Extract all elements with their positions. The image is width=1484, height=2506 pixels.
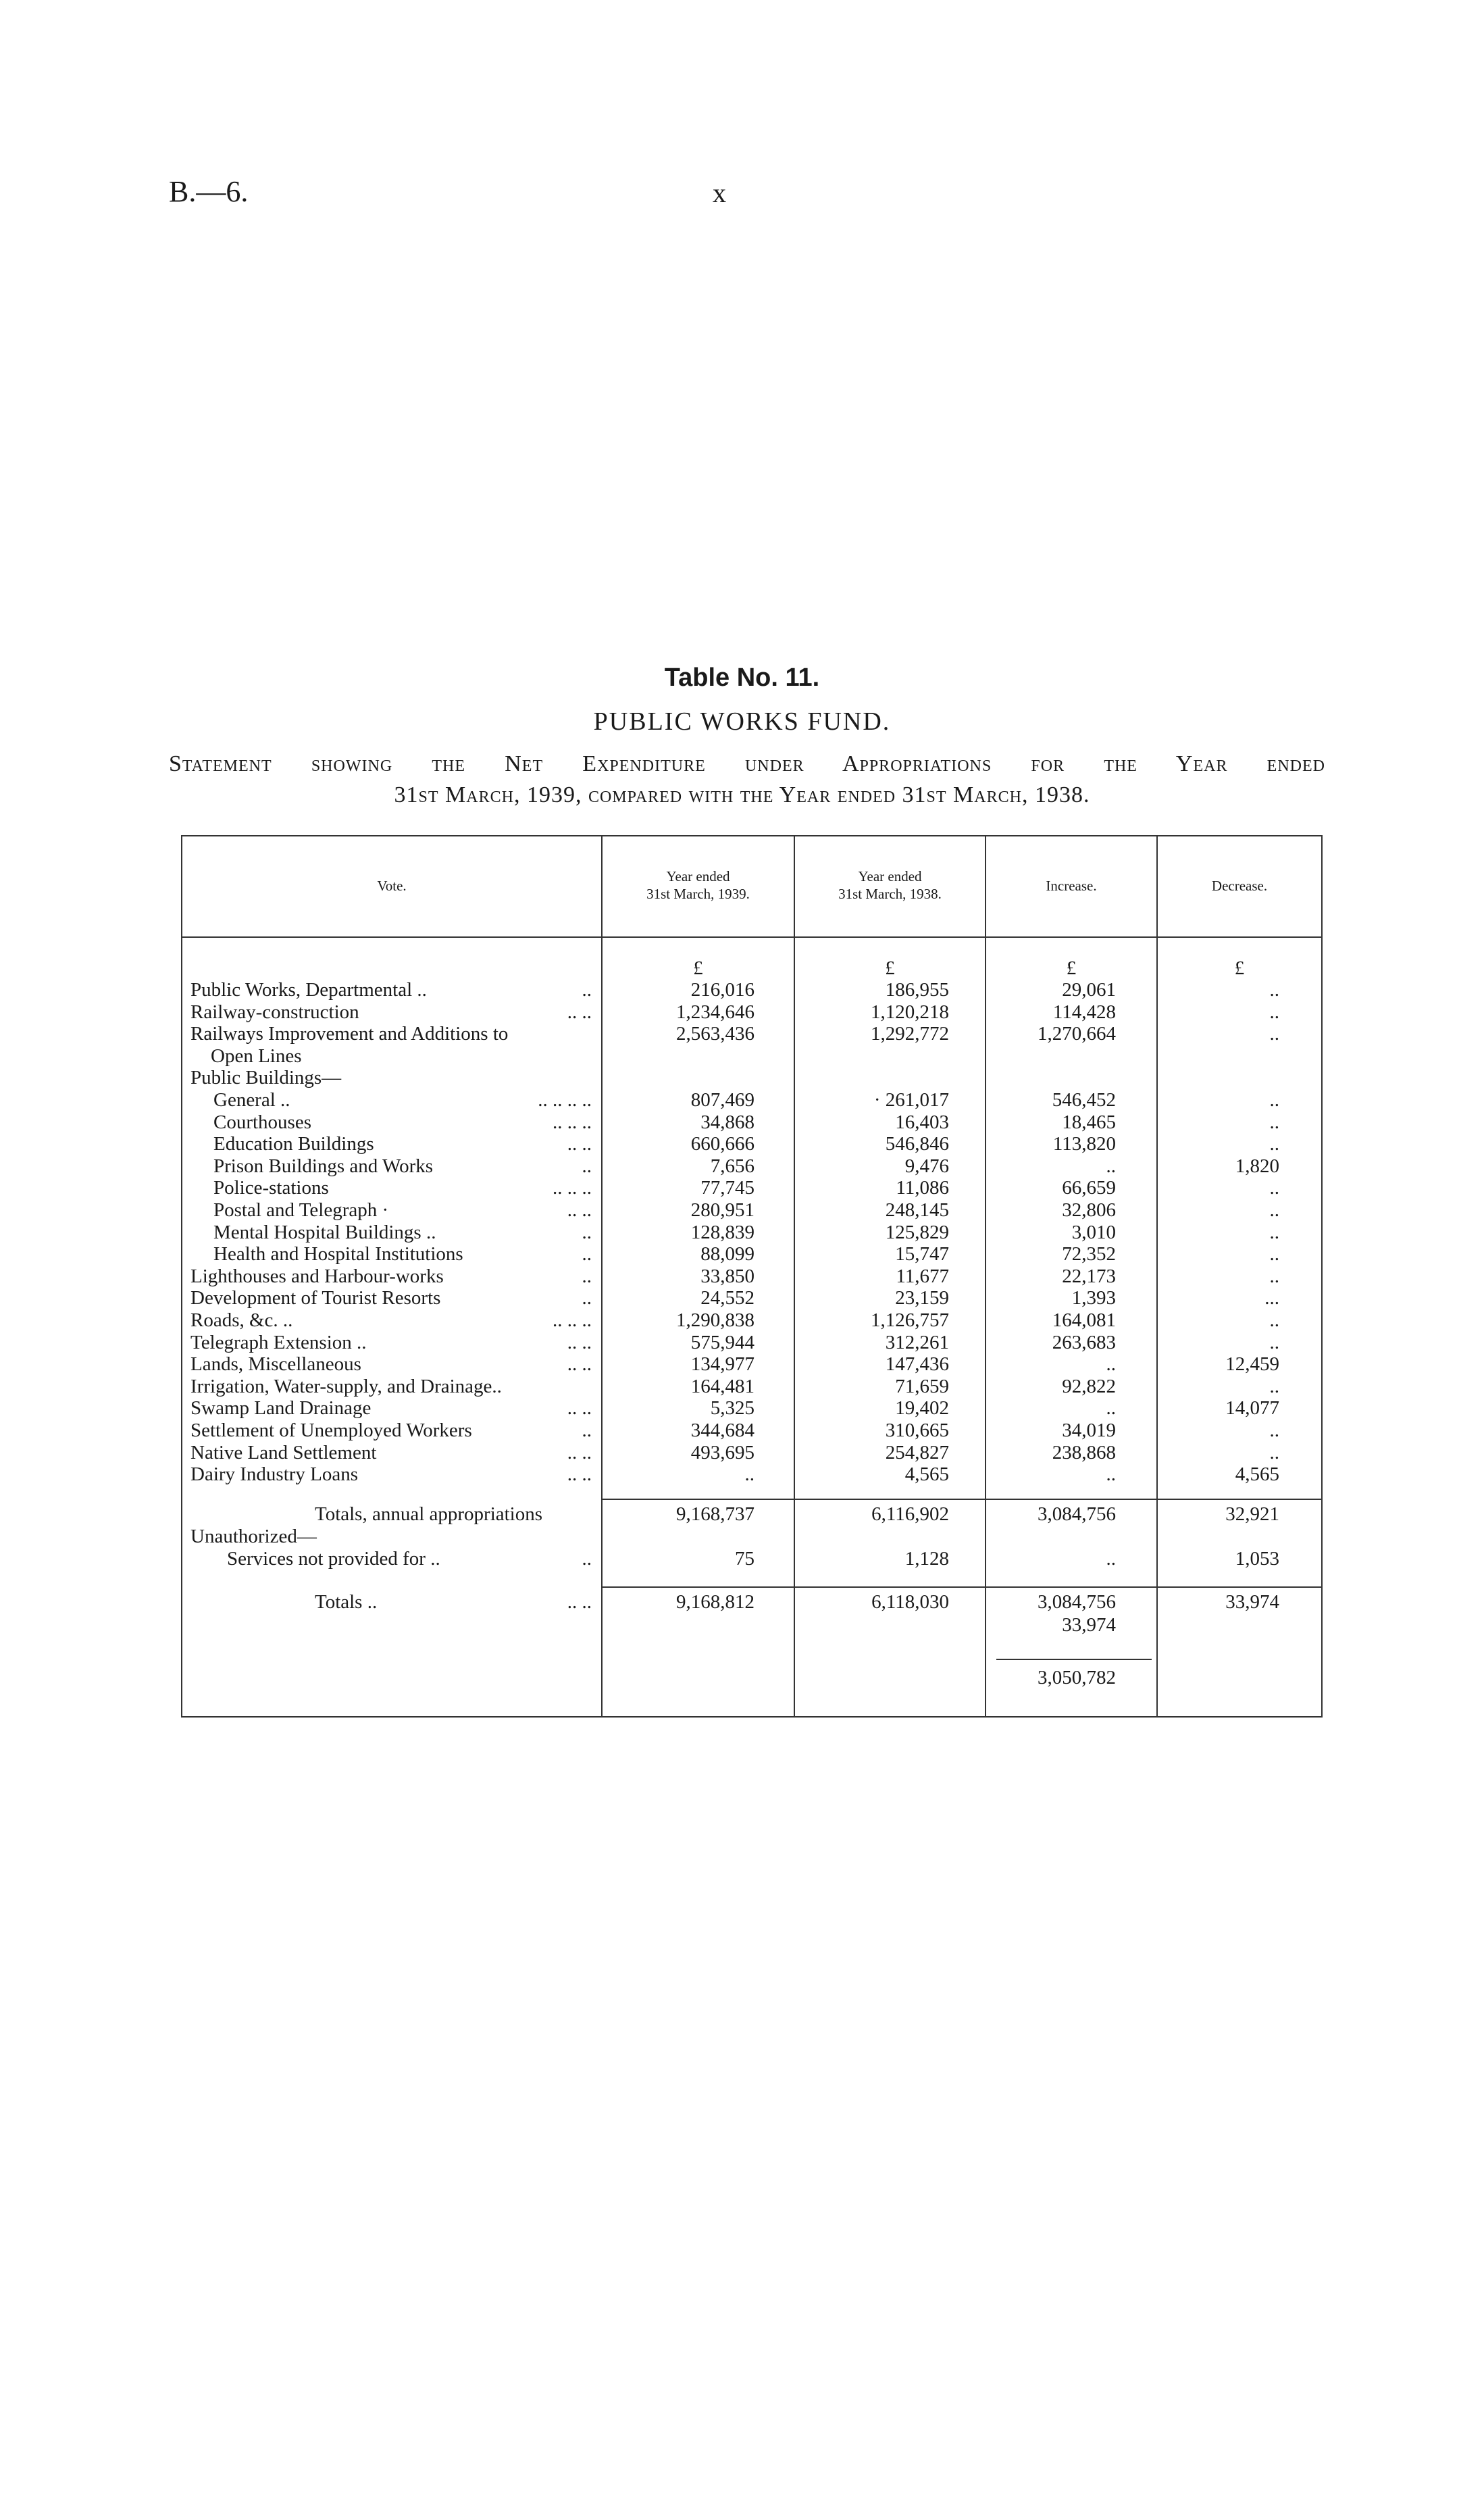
row-label: Irrigation, Water-supply, and Drainage.. bbox=[190, 1376, 502, 1397]
row-label: Railway-construction bbox=[190, 1001, 359, 1023]
currency-decrease: £ bbox=[1234, 957, 1245, 979]
row-value-increase: 114,428 bbox=[1052, 1001, 1116, 1023]
statement-line-1: Statement showing the Net Expenditure under Appropriations for the Year ended bbox=[169, 751, 1325, 776]
row-value-1938: 11,086 bbox=[896, 1177, 949, 1199]
row-value-1939: 1,234,646 bbox=[676, 1001, 754, 1023]
row-label: Education Buildings bbox=[213, 1133, 374, 1155]
row-leader: .. .. bbox=[567, 1397, 592, 1419]
row-value-decrease: ... bbox=[1264, 1287, 1279, 1309]
row-leader: .. bbox=[582, 1287, 592, 1309]
row-label: Native Land Settlement bbox=[190, 1442, 377, 1463]
row-value-1938: 11,677 bbox=[896, 1265, 949, 1287]
fund-title: PUBLIC WORKS FUND. bbox=[593, 707, 891, 736]
row-value-1938: 1,126,757 bbox=[871, 1309, 949, 1331]
row-value-1938: 23,159 bbox=[895, 1287, 949, 1309]
row-value-1939: 216,016 bbox=[690, 979, 754, 1001]
header-1939 bbox=[603, 868, 794, 903]
row-value-1938: · 261,017 bbox=[873, 1089, 949, 1111]
row-value-decrease: 1,820 bbox=[1235, 1155, 1279, 1177]
totals-1939: 9,168,812 bbox=[676, 1591, 754, 1613]
row-value-decrease: 14,077 bbox=[1225, 1397, 1279, 1419]
unauthorized-leader: .. bbox=[582, 1548, 592, 1570]
table-number: Table No. 11. bbox=[664, 663, 820, 692]
row-leader: .. .. bbox=[567, 1133, 592, 1155]
currency-1939: £ bbox=[693, 957, 703, 979]
unauthorized-1938: 1,128 bbox=[904, 1548, 949, 1570]
row-value-increase: 92,822 bbox=[1062, 1376, 1116, 1397]
row-value-1938: 248,145 bbox=[885, 1199, 949, 1221]
row-value-increase: .. bbox=[1106, 1463, 1116, 1485]
row-value-increase: 1,393 bbox=[1071, 1287, 1116, 1309]
row-leader: .. .. bbox=[567, 1442, 592, 1463]
row-value-decrease: 4,565 bbox=[1235, 1463, 1279, 1485]
unauthorized-heading: Unauthorized— bbox=[190, 1526, 317, 1547]
table-bottom-rule bbox=[181, 1716, 1323, 1718]
header-1938-line1: Year ended bbox=[858, 868, 922, 884]
net-increase: 3,050,782 bbox=[1038, 1667, 1116, 1688]
page-number: x bbox=[713, 178, 726, 208]
totals-leader: .. .. bbox=[567, 1591, 592, 1613]
totals-annual-decrease: 32,921 bbox=[1225, 1503, 1279, 1525]
row-value-1939: 34,868 bbox=[700, 1111, 754, 1133]
row-value-1938: 546,846 bbox=[885, 1133, 949, 1155]
statement-line-2: 31st March, 1939, compared with the Year ended 31st March, 1938. bbox=[394, 782, 1090, 807]
currency-1938: £ bbox=[885, 957, 895, 979]
row-value-1939: 164,481 bbox=[690, 1376, 754, 1397]
row-value-increase: 1,270,664 bbox=[1038, 1023, 1116, 1045]
row-label: Lighthouses and Harbour-works bbox=[190, 1265, 444, 1287]
totals-annual-1939: 9,168,737 bbox=[676, 1503, 754, 1525]
totals-increase: 3,084,756 bbox=[1038, 1591, 1116, 1613]
currency-increase: £ bbox=[1066, 957, 1077, 979]
row-value-1939: 134,977 bbox=[690, 1353, 754, 1375]
row-value-1939: 128,839 bbox=[690, 1222, 754, 1243]
row-leader: .. bbox=[582, 1420, 592, 1441]
unauthorized-increase: .. bbox=[1106, 1548, 1116, 1570]
row-value-1938: 147,436 bbox=[885, 1353, 949, 1375]
row-leader: .. .. bbox=[567, 1463, 592, 1485]
row-value-1939: 660,666 bbox=[690, 1133, 754, 1155]
totals-label: Totals .. bbox=[315, 1591, 378, 1613]
row-value-increase: 22,173 bbox=[1062, 1265, 1116, 1287]
row-leader: .. bbox=[582, 1155, 592, 1177]
row-value-1939: 807,469 bbox=[690, 1089, 754, 1111]
row-value-decrease: .. bbox=[1269, 1309, 1279, 1331]
row-leader: .. .. bbox=[567, 1332, 592, 1353]
row-value-decrease: .. bbox=[1269, 1420, 1279, 1441]
row-value-1939: 1,290,838 bbox=[676, 1309, 754, 1331]
row-leader: .. .. .. bbox=[553, 1111, 592, 1133]
row-value-1939: 7,656 bbox=[710, 1155, 754, 1177]
row-value-1939: .. bbox=[744, 1463, 754, 1485]
row-value-1938: 125,829 bbox=[885, 1222, 949, 1243]
unauthorized-decrease: 1,053 bbox=[1235, 1548, 1279, 1570]
row-leader: .. .. bbox=[567, 1001, 592, 1023]
row-value-increase: 238,868 bbox=[1052, 1442, 1116, 1463]
row-value-increase: 29,061 bbox=[1062, 979, 1116, 1001]
row-value-1938: 4,565 bbox=[904, 1463, 949, 1485]
row-value-1939: 2,563,436 bbox=[676, 1023, 754, 1045]
row-label: Settlement of Unemployed Workers bbox=[190, 1420, 472, 1441]
row-value-1938: 254,827 bbox=[885, 1442, 949, 1463]
totals-annual-label: Totals, annual appropriations bbox=[315, 1503, 543, 1525]
totals-1938: 6,118,030 bbox=[871, 1591, 949, 1613]
totals-annual-increase: 3,084,756 bbox=[1038, 1503, 1116, 1525]
subtotal-rule bbox=[603, 1499, 1321, 1500]
row-value-decrease: .. bbox=[1269, 1442, 1279, 1463]
row-label: Swamp Land Drainage bbox=[190, 1397, 372, 1419]
row-value-increase: .. bbox=[1106, 1353, 1116, 1375]
row-value-1938: 186,955 bbox=[885, 979, 949, 1001]
row-leader: .. bbox=[582, 979, 592, 1001]
table-top-rule bbox=[181, 835, 1323, 836]
row-value-increase: 113,820 bbox=[1052, 1133, 1116, 1155]
row-label: Health and Hospital Institutions bbox=[213, 1243, 463, 1265]
row-value-1939: 88,099 bbox=[700, 1243, 754, 1265]
row-value-decrease: .. bbox=[1269, 1332, 1279, 1353]
unauthorized-1939: 75 bbox=[735, 1548, 754, 1570]
row-label: Open Lines bbox=[211, 1045, 302, 1067]
row-label: Police-stations bbox=[213, 1177, 329, 1199]
row-leader: .. bbox=[582, 1265, 592, 1287]
row-value-decrease: .. bbox=[1269, 1265, 1279, 1287]
header-vote: Vote. bbox=[377, 878, 407, 894]
unauthorized-label: Services not provided for .. bbox=[227, 1548, 440, 1570]
row-value-1939: 493,695 bbox=[690, 1442, 754, 1463]
row-value-1939: 24,552 bbox=[700, 1287, 754, 1309]
row-value-decrease: 12,459 bbox=[1225, 1353, 1279, 1375]
row-value-increase: 72,352 bbox=[1062, 1243, 1116, 1265]
row-value-1938: 312,261 bbox=[885, 1332, 949, 1353]
row-value-increase: .. bbox=[1106, 1155, 1116, 1177]
row-value-1939: 344,684 bbox=[690, 1420, 754, 1441]
header-1938 bbox=[795, 868, 985, 903]
document-reference: B.—6. bbox=[169, 175, 249, 208]
row-value-decrease: .. bbox=[1269, 1199, 1279, 1221]
header-1939-line2: 31st March, 1939. bbox=[646, 886, 750, 902]
row-label: Lands, Miscellaneous bbox=[190, 1353, 361, 1375]
row-leader: .. bbox=[582, 1243, 592, 1265]
row-value-1938: 1,292,772 bbox=[871, 1023, 949, 1045]
header-bottom-rule bbox=[181, 936, 1323, 938]
row-value-1938: 19,402 bbox=[895, 1397, 949, 1419]
row-value-increase: 164,081 bbox=[1052, 1309, 1116, 1331]
header-increase: Increase. bbox=[1046, 878, 1097, 894]
row-label: Telegraph Extension .. bbox=[190, 1332, 367, 1353]
row-value-1938: 1,120,218 bbox=[871, 1001, 949, 1023]
row-leader: .. .. .. bbox=[553, 1177, 592, 1199]
row-leader: .. .. .. .. bbox=[538, 1089, 592, 1111]
left-border bbox=[181, 835, 182, 1716]
totals-increase-less: 33,974 bbox=[1062, 1614, 1116, 1636]
row-value-1938: 310,665 bbox=[885, 1420, 949, 1441]
row-label: Postal and Telegraph · bbox=[213, 1199, 389, 1221]
row-value-increase: 263,683 bbox=[1052, 1332, 1116, 1353]
row-label: Courthouses bbox=[213, 1111, 311, 1133]
row-label: Dairy Industry Loans bbox=[190, 1463, 359, 1485]
header-1939-line1: Year ended bbox=[666, 868, 730, 884]
right-border bbox=[1321, 835, 1323, 1716]
row-value-decrease: .. bbox=[1269, 979, 1279, 1001]
row-label: Railways Improvement and Additions to bbox=[190, 1023, 509, 1045]
row-label: General .. bbox=[213, 1089, 290, 1111]
row-value-increase: 546,452 bbox=[1052, 1089, 1116, 1111]
row-leader: .. .. bbox=[567, 1199, 592, 1221]
row-label: Roads, &c. .. bbox=[190, 1309, 293, 1331]
header-decrease: Decrease. bbox=[1211, 878, 1268, 894]
row-value-1939: 33,850 bbox=[700, 1265, 754, 1287]
net-rule bbox=[996, 1659, 1152, 1660]
row-label: Public Works, Departmental .. bbox=[190, 979, 427, 1001]
row-value-decrease: .. bbox=[1269, 1243, 1279, 1265]
row-value-increase: .. bbox=[1106, 1397, 1116, 1419]
row-value-increase: 66,659 bbox=[1062, 1177, 1116, 1199]
row-label: Mental Hospital Buildings .. bbox=[213, 1222, 436, 1243]
row-value-decrease: .. bbox=[1269, 1089, 1279, 1111]
row-value-decrease: .. bbox=[1269, 1023, 1279, 1045]
row-value-1939: 575,944 bbox=[690, 1332, 754, 1353]
total-rule bbox=[603, 1586, 1321, 1588]
row-value-decrease: .. bbox=[1269, 1222, 1279, 1243]
row-value-1939: 5,325 bbox=[710, 1397, 754, 1419]
row-value-increase: 18,465 bbox=[1062, 1111, 1116, 1133]
row-value-increase: 3,010 bbox=[1071, 1222, 1116, 1243]
row-value-1938: 15,747 bbox=[895, 1243, 949, 1265]
totals-decrease: 33,974 bbox=[1225, 1591, 1279, 1613]
row-value-decrease: .. bbox=[1269, 1133, 1279, 1155]
row-value-1938: 9,476 bbox=[904, 1155, 949, 1177]
row-value-decrease: .. bbox=[1269, 1001, 1279, 1023]
row-value-decrease: .. bbox=[1269, 1111, 1279, 1133]
row-value-1938: 16,403 bbox=[895, 1111, 949, 1133]
row-value-1939: 280,951 bbox=[690, 1199, 754, 1221]
row-value-increase: 34,019 bbox=[1062, 1420, 1116, 1441]
row-value-increase: 32,806 bbox=[1062, 1199, 1116, 1221]
row-label: Public Buildings— bbox=[190, 1067, 342, 1088]
row-label: Prison Buildings and Works bbox=[213, 1155, 434, 1177]
row-label: Development of Tourist Resorts bbox=[190, 1287, 441, 1309]
row-leader: .. bbox=[582, 1222, 592, 1243]
header-1938-line2: 31st March, 1938. bbox=[838, 886, 942, 902]
row-value-decrease: .. bbox=[1269, 1177, 1279, 1199]
row-leader: .. .. .. bbox=[553, 1309, 592, 1331]
row-value-1938: 71,659 bbox=[895, 1376, 949, 1397]
row-value-1939: 77,745 bbox=[700, 1177, 754, 1199]
row-value-decrease: .. bbox=[1269, 1376, 1279, 1397]
totals-annual-1938: 6,116,902 bbox=[871, 1503, 949, 1525]
row-leader: .. .. bbox=[567, 1353, 592, 1375]
